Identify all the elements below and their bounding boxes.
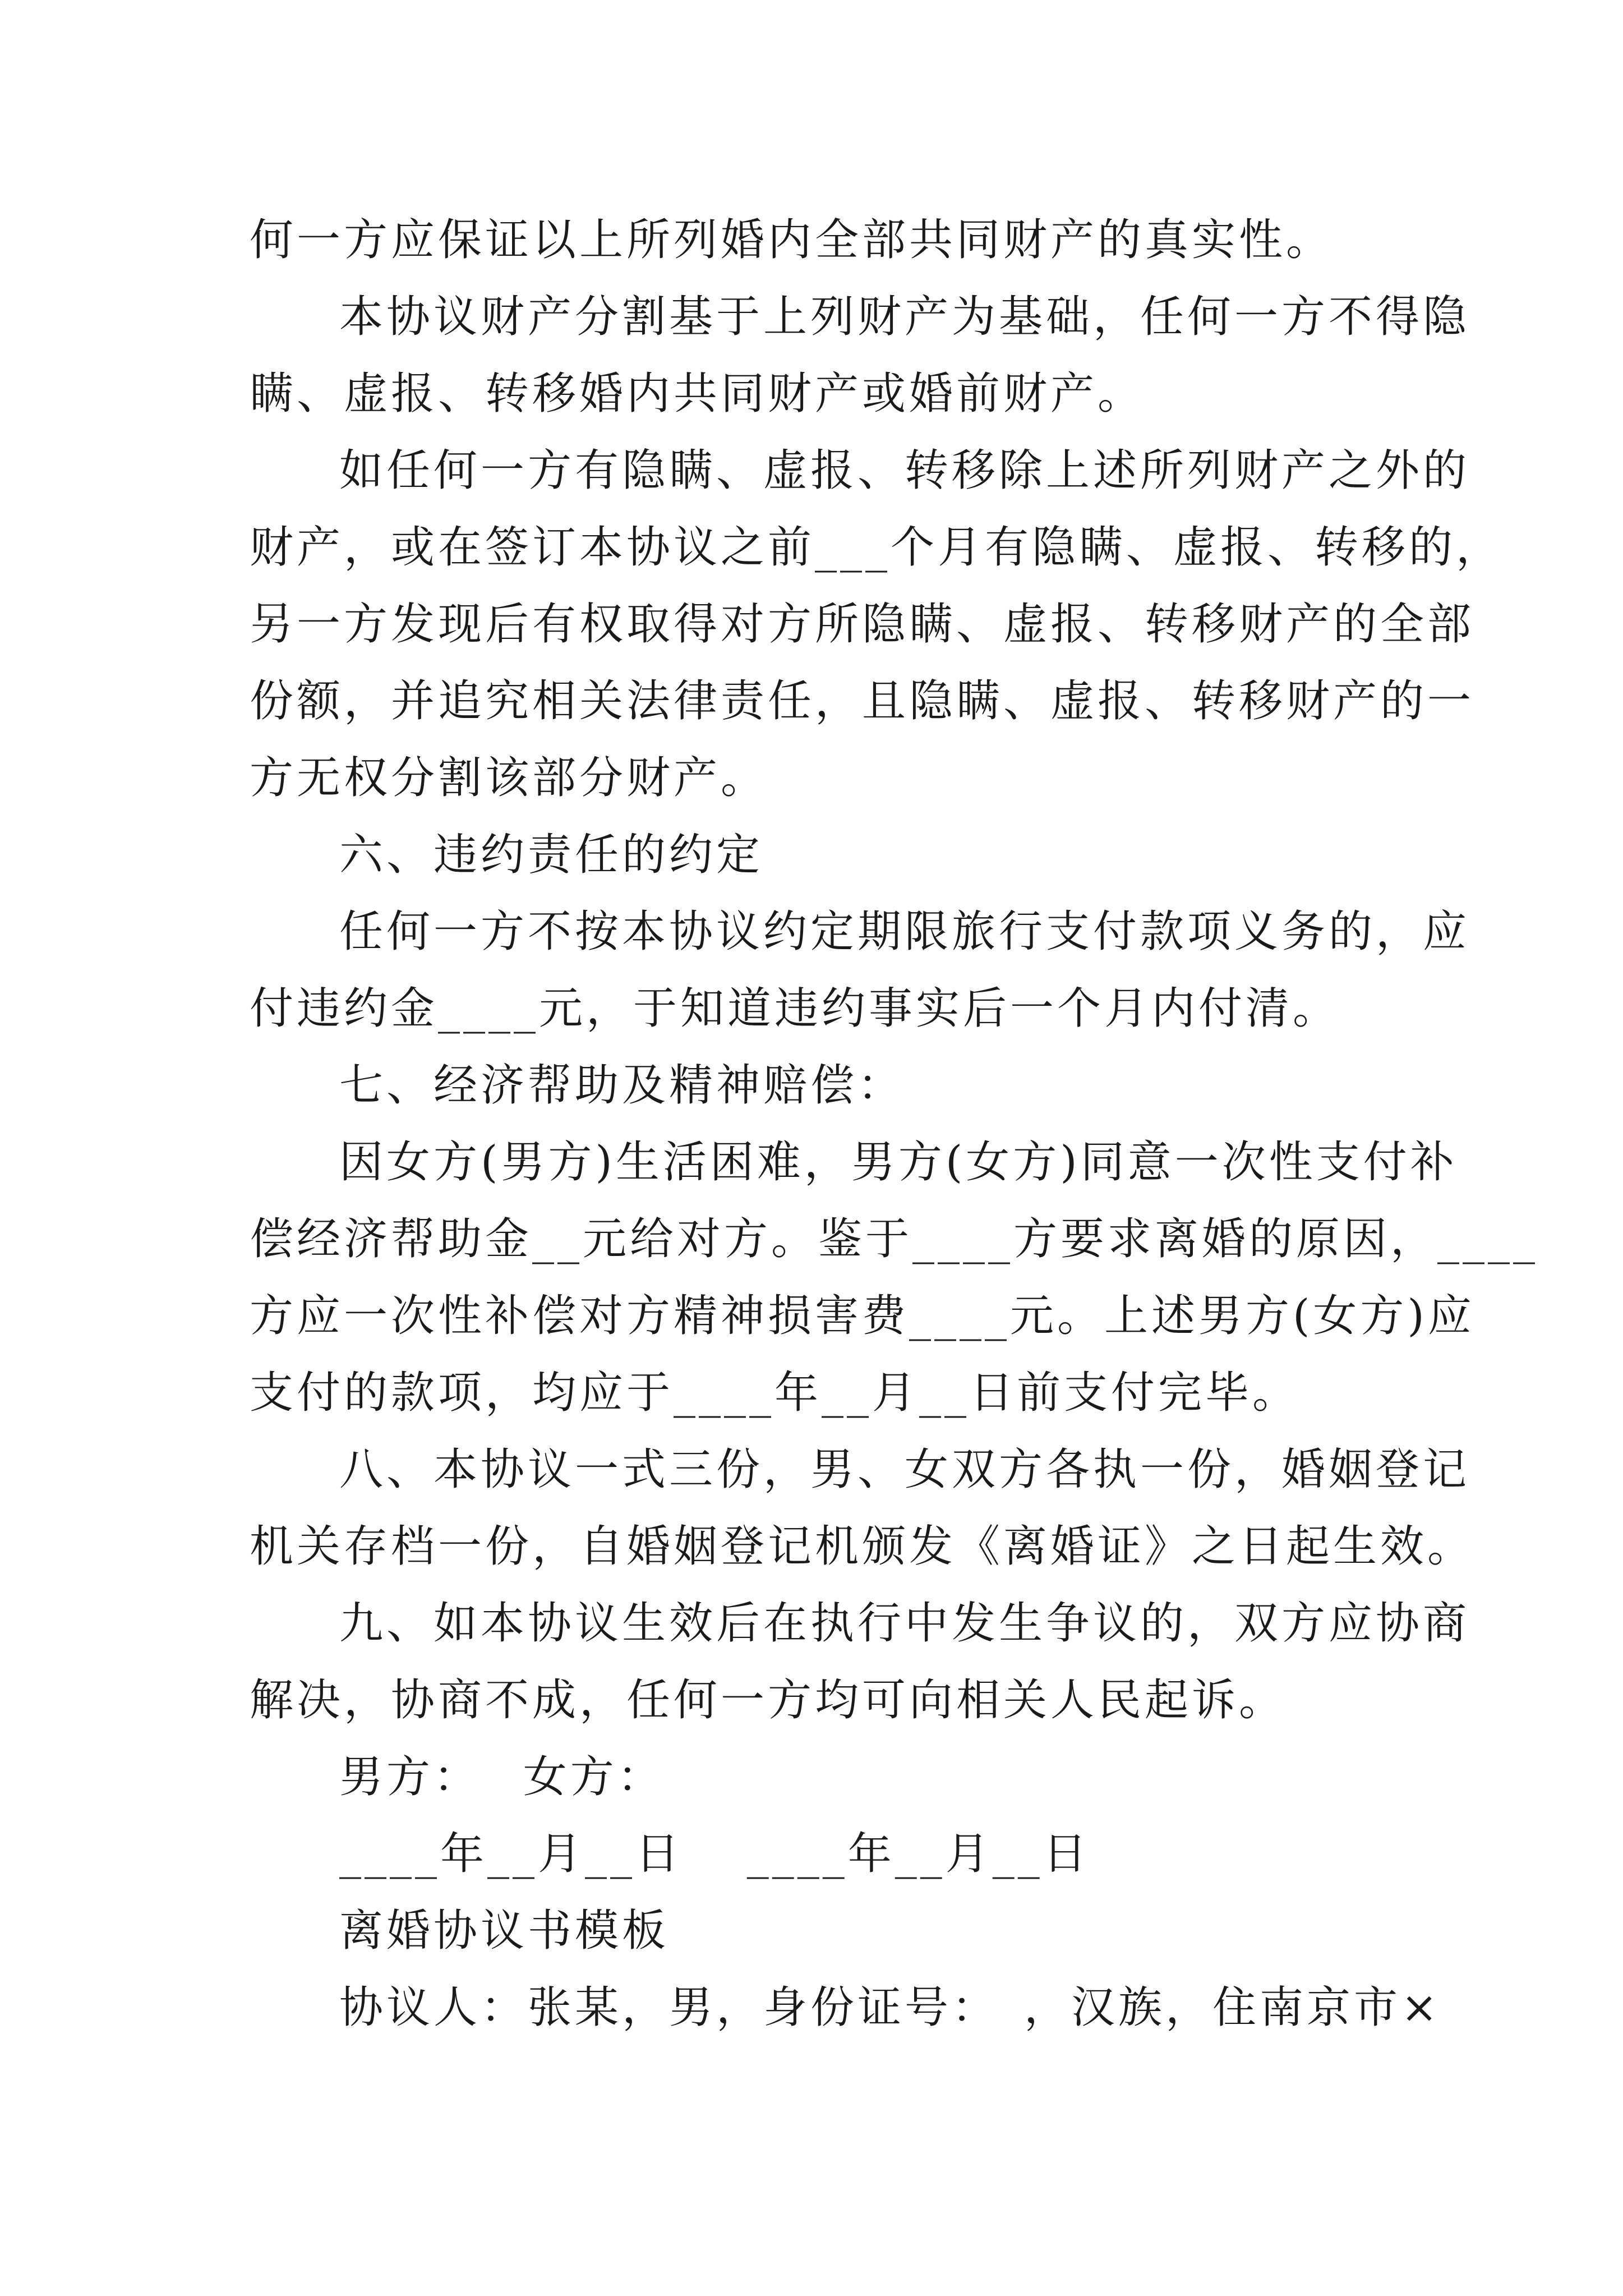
text-line: 本协议财产分割基于上列财产为基础，任何一方不得隐 xyxy=(339,292,1470,342)
text-line: 八、本协议一式三份，男、女双方各执一份，婚姻登记 xyxy=(339,1444,1470,1495)
text-line: 方应一次性补偿对方精神损害费____元。上述男方(女方)应 xyxy=(250,1291,1475,1341)
text-line: 解决，协商不成，任何一方均可向相关人民起诉。 xyxy=(250,1675,1287,1726)
text-line: 瞒、虚报、转移婚内共同财产或婚前财产。 xyxy=(250,369,1145,419)
text-line: 支付的款项，均应于____年__月__日前支付完毕。 xyxy=(250,1368,1300,1418)
text-line: 份额，并追究相关法律责任，且隐瞒、虚报、转移财产的一 xyxy=(250,676,1475,726)
text-line: 另一方发现后有权取得对方所隐瞒、虚报、转移财产的全部 xyxy=(250,599,1475,650)
text-line: 九、如本协议生效后在执行中发生争议的，双方应协商 xyxy=(339,1598,1470,1649)
section-heading: 七、经济帮助及精神赔偿： xyxy=(339,1060,905,1111)
text-line: 何一方应保证以上所列婚内全部共同财产的真实性。 xyxy=(250,215,1334,265)
text-line: 因女方(男方)生活困难，男方(女方)同意一次性支付补 xyxy=(339,1137,1458,1188)
text-line: 方无权分割该部分财产。 xyxy=(250,753,768,803)
text-line: 协议人：张某，男，身份证号： ，汉族，住南京市× xyxy=(339,1982,1441,2033)
signature-line: 男方： 女方： xyxy=(339,1752,665,1802)
text-line: 如任何一方有隐瞒、虚报、转移除上述所列财产之外的 xyxy=(339,445,1470,496)
text-line: 付违约金____元，于知道违约事实后一个月内付清。 xyxy=(250,983,1340,1034)
text-line: 财产，或在签订本协议之前___个月有隐瞒、虚报、转移的， xyxy=(250,522,1504,573)
template-title: 离婚协议书模板 xyxy=(339,1906,670,1956)
text-line: 任何一方不按本协议约定期限旅行支付款项义务的，应 xyxy=(339,907,1470,957)
section-heading: 六、违约责任的约定 xyxy=(339,830,764,880)
date-line: ____年__月__日 ____年__月__日 xyxy=(339,1829,1090,1879)
text-line: 偿经济帮助金__元给对方。鉴于____方要求离婚的原因，____ xyxy=(250,1214,1539,1264)
text-line: 机关存档一份，自婚姻登记机颁发《离婚证》之日起生效。 xyxy=(250,1521,1475,1572)
document-body xyxy=(250,202,1539,2046)
